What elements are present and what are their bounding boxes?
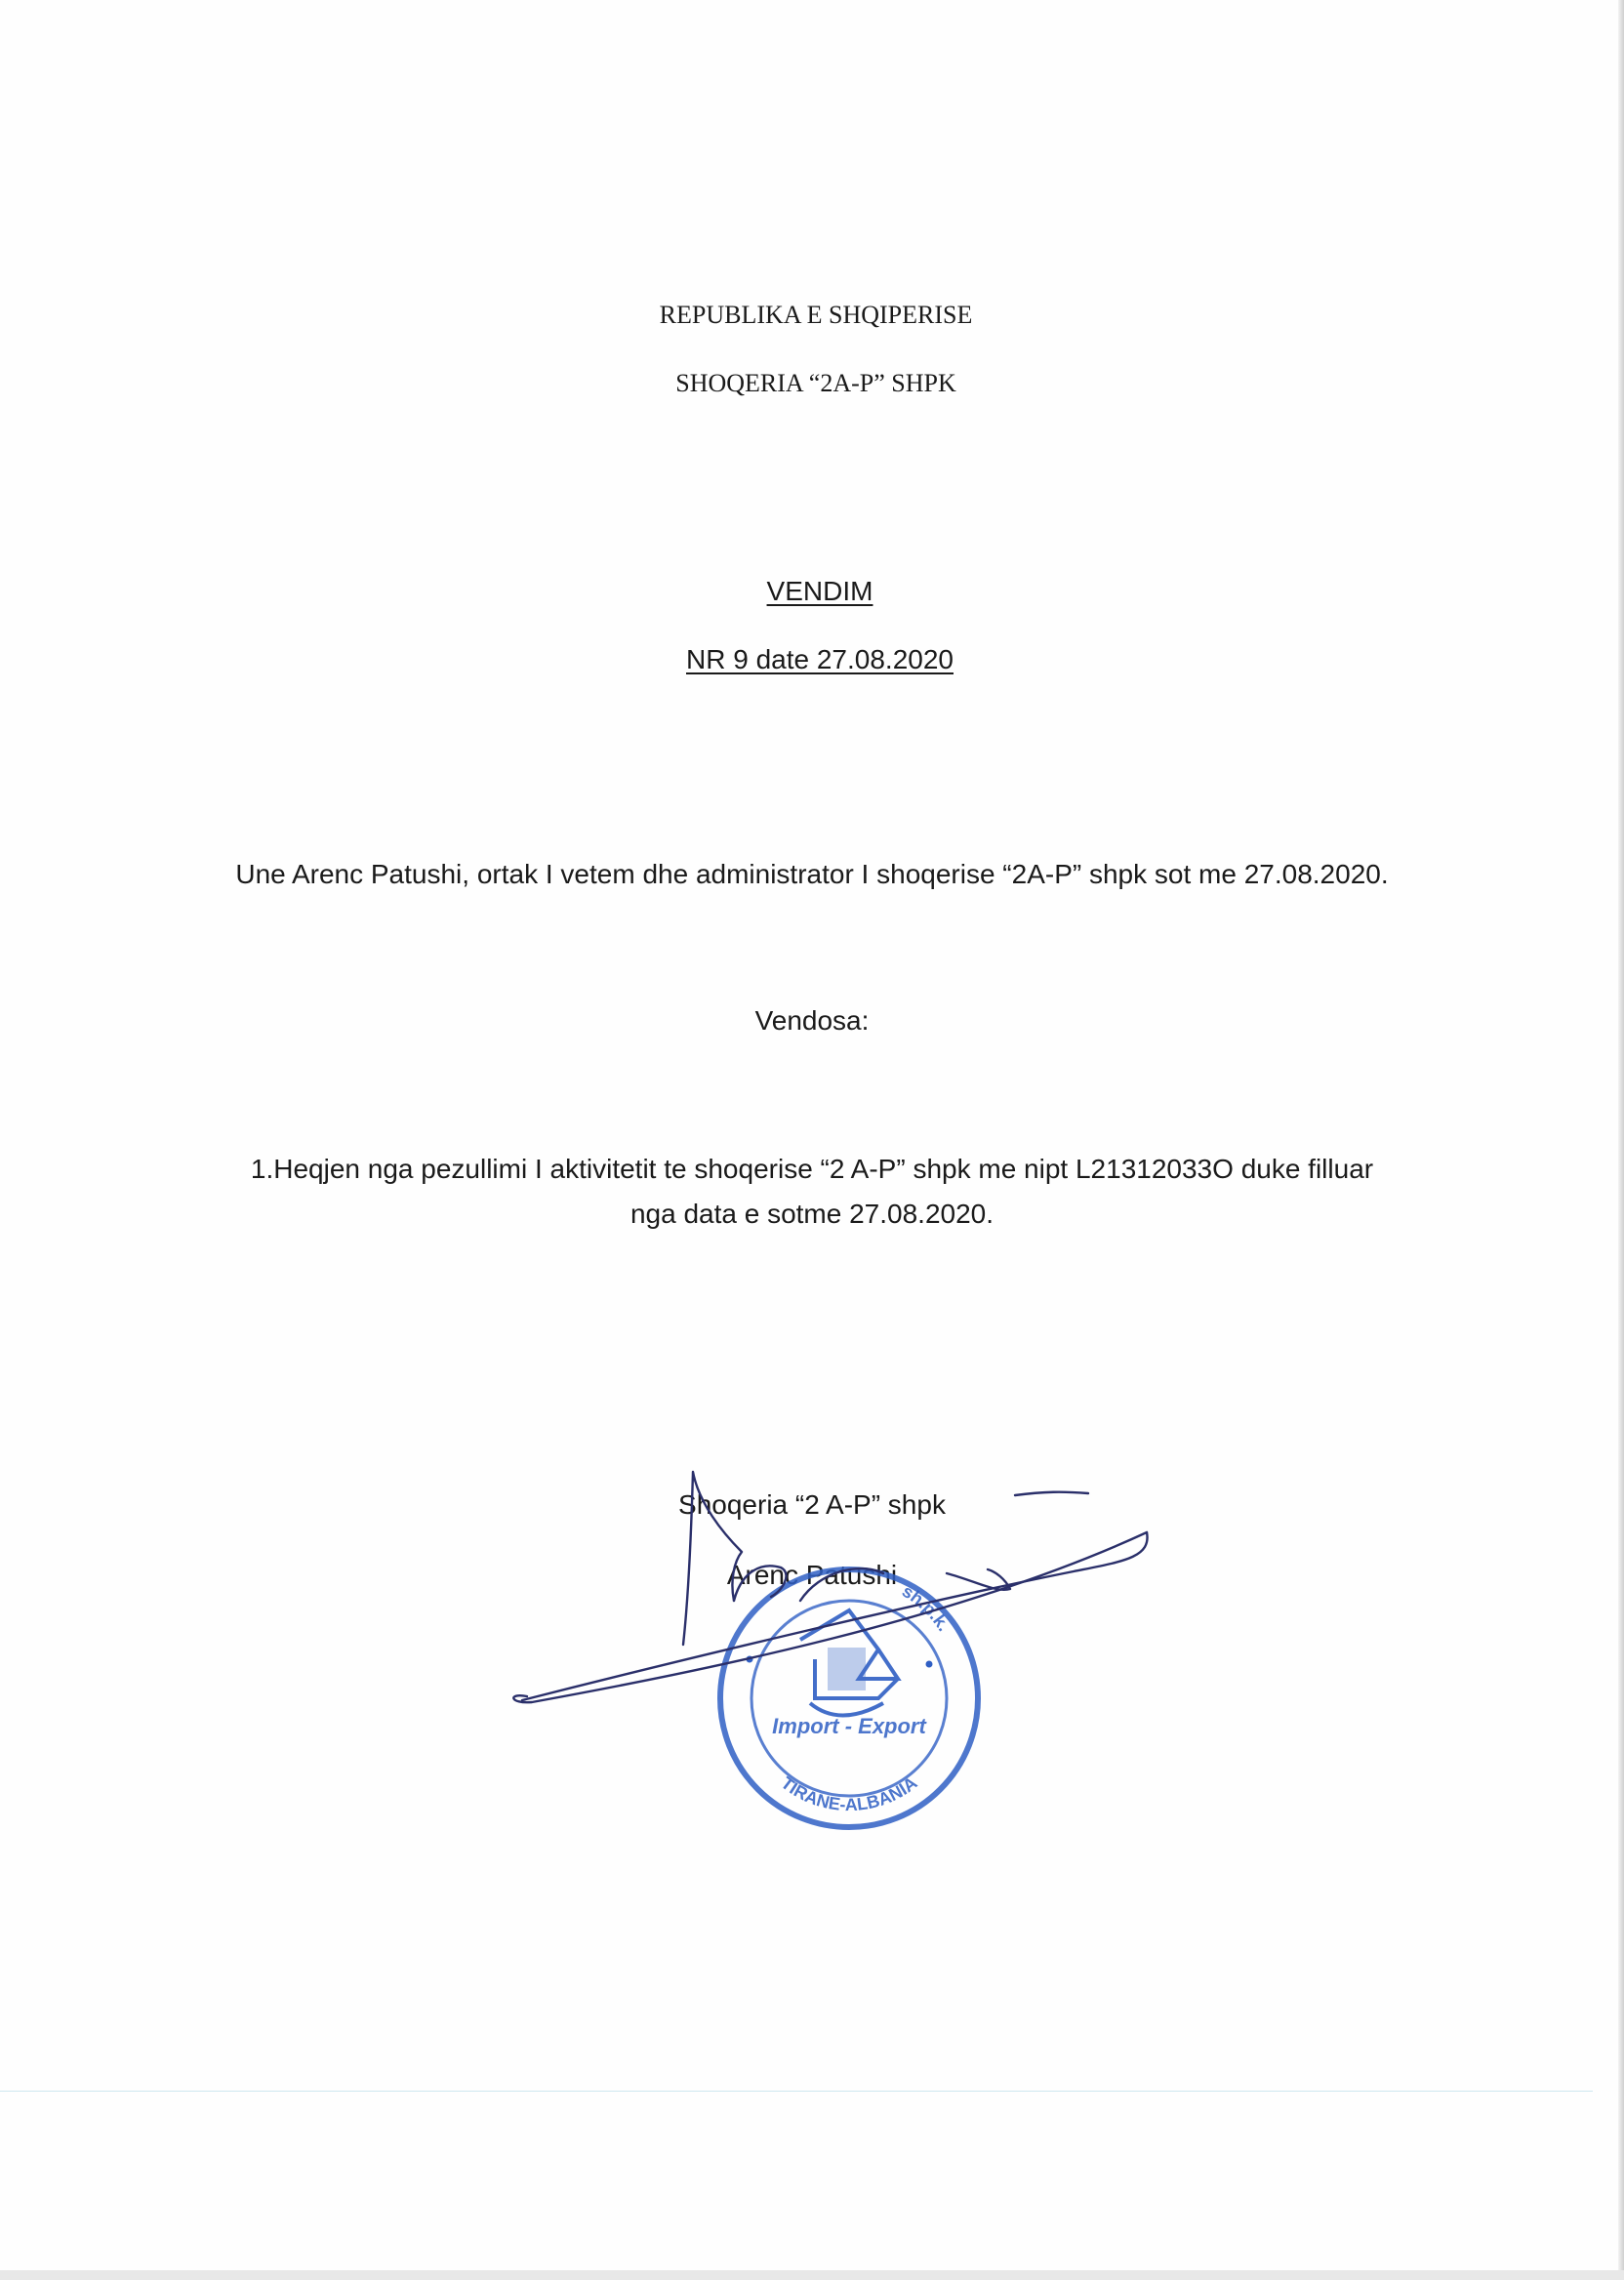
signature-company: Shoqeria “2 A-P” shpk	[678, 1489, 946, 1520]
stamp-bottom-text: TIRANE-ALBANIA	[777, 1772, 921, 1815]
scan-edge	[1618, 0, 1624, 2280]
header-company: SHOQERIA “2A-P” SHPK	[675, 369, 956, 397]
decided-label: Vendosa:	[754, 1005, 870, 1036]
decision-title-text: VENDIM	[766, 576, 873, 606]
company-stamp	[720, 1569, 978, 1827]
decision-item-1-line-2: nga data e sotme 27.08.2020.	[629, 1199, 995, 1229]
stamp-dot	[747, 1656, 752, 1662]
decision-title	[8, 576, 1624, 607]
signature-name: Arenc Patushi	[726, 1560, 898, 1590]
decision-number	[8, 644, 1624, 675]
header-country: REPUBLIKA E SHQIPERISE	[659, 301, 973, 329]
stamp-top-text: sh.p.k.	[898, 1580, 954, 1635]
statement-paragraph: Une Arenc Patushi, ortak I vetem dhe administrator I shoqerise “2A-P” shpk sot me 27.08.2020.	[235, 859, 1389, 889]
divider	[0, 2091, 1593, 2092]
stamp-middle-text: Import - Export	[772, 1714, 926, 1738]
stamp-outer-ring	[720, 1569, 978, 1827]
stamp-inner-ring	[751, 1601, 947, 1796]
decision-item-1-line-1: 1.Heqjen nga pezullimi I aktivitetit te shoqerise “2 A-P” shpk me nipt L21312033O duke filluar	[250, 1154, 1374, 1184]
scan-edge-bottom	[0, 2270, 1624, 2280]
decision-number-text: NR 9 date 27.08.2020	[686, 644, 954, 674]
stamp-dot	[926, 1661, 932, 1667]
stamp-emblem-icon	[800, 1610, 898, 1716]
stamp-lettering	[772, 1581, 954, 1814]
